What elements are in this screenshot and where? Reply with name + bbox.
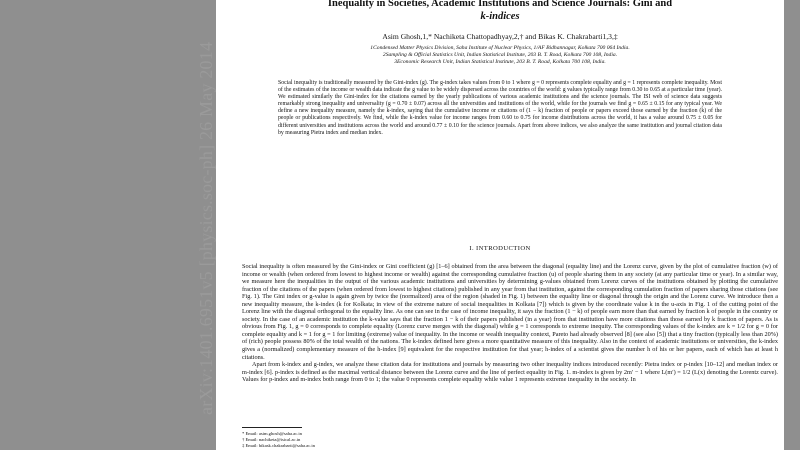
author-list: Asim Ghosh,1,* Nachiketa Chattopadhyay,2,† and Bikas K. Chakrabarti1,3,‡ (382, 32, 618, 41)
paper-title-line-2: k-indices (480, 11, 520, 22)
affiliation-1: 1Condensed Matter Physics Division, Saha Institute of Nuclear Physics, 1/AF Bidhannagar, Kolkata 700 064 India. (370, 45, 630, 51)
footnote-email-3: ‡ Email: bikask.chakrabarti@saha.ac.in (242, 443, 315, 448)
intro-paragraph-2: Apart from k-index and g-index, we analyze these citation data for institutions and journals by measuring two other inequality indices introduced recently: Pietra index or p-index [10–12] and median index or m-index [6]. p-index is defined as the maximal vertical distance between the Lorenz curve and the line of perfect equality in Fig. 1. m-index is given by 2m′ − 1 where L(m′) = 1/2 (L(x) denoting the Lorentz curve). Values for p-index and m-index both range from 0 to 1; the value 0 represents complete equality while value 1 represents extreme inequality in the society. In (242, 361, 778, 384)
affiliation-2: 2Sampling & Official Statistics Unit, Indian Statistical Institute, 203 B. T. Road, Kolkata 700 108, India. (382, 52, 618, 58)
introduction-body (242, 263, 778, 384)
arxiv-identifier-stamp: arXiv:1401.6951v5 [physics.soc-ph] 26 May 2014 (196, 41, 216, 415)
footnote-email-2: † Email: nachiketa@isical.ac.in (242, 437, 301, 442)
paper-title-line-1: Inequality in Societies, Academic Institutions and Science Journals: Gini and (327, 0, 673, 9)
section-heading-introduction: I. INTRODUCTION (469, 245, 531, 252)
paper-page (216, 0, 784, 450)
footnotes (242, 431, 542, 449)
intro-paragraph-1: Social inequality is often measured by the Gini-index or Gini coefficient (g) [1–6] obtained from the area between the diagonal (equality line) and the Lorenz curve, given by the plot of cumulative fraction (w) of income or wealth (when ordered from lowest to highest income or wealth) against the corresponding cumulative fraction (u) of people sharing them in any society (at any particular time or year). In a similar way, we measure here the inequalities in the output of the various academic institutions and universities by determining g-values obtained from Lorenz curves of the institutions obtained by plotting the cumulative fraction of the citations of the papers (when ordered from lowest to highest citations) published in any year from that institution, against the corresponding cumulation fraction of papers sharing those citations (see Fig. 1). The Gini index or g-value is again given by twice the (normalized) area of the region (shaded in Fig. 1) between the equality line or diagonal through the origin and the Lorenz curve. We introduce then a new inequality measure, the k-index (k for Kolkata; in view of the extreme nature of social inequalities in Kolkata [7]) which is given by the coordinate value k in the u-axis in Fig. 1 of the cutting point of the Lorenz line with the diagonal orthogonal to the equality line. As one can see in the case of income inequality, it says the fraction (1 − k) of people earn more than that earned by fraction k of people in the country or society. In the case of an academic institution the k-value says that the fraction 1 − k of their papers published (in a year) from that institution have more citations than those earned by k fraction of papers. As is obvious from Fig. 1, g = 0 corresponds to complete equality (Lorenz curve merges with the diagonal) while g = 1 corresponds to extreme inequity. The corresponding values of the k-index are k = 1/2 for g = 0 for complete equality and k = 1 for g = 1 for limiting (extreme) value of inequality. In the income or wealth inequality context, Pareto had already observed [8] (see also [5]) that a tiny fraction (typically less than 20%) of (rich) people possess 80% of the total wealth of the nations. The k-index defined here gives a more quantitative measure of this inequality. Also in the context of academic institutions or universities, the k-index gives a (normalized) complementary measure of the h-index [9] equivalent for the respective institution for that year; h-index of a scientist gives the number h of his or her papers, each of which has at least h citations. (242, 263, 778, 361)
footnote-divider (242, 427, 302, 428)
affiliation-3: 3Economic Research Unit, Indian Statistical Institute, 203 B. T. Road, Kolkata 700 108, India. (394, 59, 606, 65)
footnote-email-1: * Email: asim.ghosh@saha.ac.in (242, 431, 302, 436)
abstract: Social inequality is traditionally measured by the Gini-index (g). The g-index takes values from 0 to 1 where g = 0 represents complete equality and g = 1 represents complete inequality. Most of the estimates of the income or wealth data indicate the g value to be widely dispersed across the countries of the world: g values typically range from 0.30 to 0.65 at a particular time (year). We estimated similarly the Gini-index for the citations earned by the yearly publications of various academic institutions and the science journals. The ISI web of science data suggests remarkably strong inequality and universality (g = 0.70 ± 0.07) across all the universities and institutions of the world, while for the journals we find g = 0.65 ± 0.15 for any typical year. We define a new inequality measure, namely the k-index, saying that the cumulative income or citations of (1 − k) fraction of people or papers exceed those earned by the fraction (k) of the people or publications respectively. We find, while the k-index value for income ranges from 0.60 to 0.75 for income distributions across the world, it has a value around 0.75 ± 0.05 for different universities and institutions across the world and around 0.77 ± 0.10 for the science journals. Apart from above indices, we also analyze the same institution and journal citation data by measuring Pietra index and median index. (278, 80, 722, 136)
